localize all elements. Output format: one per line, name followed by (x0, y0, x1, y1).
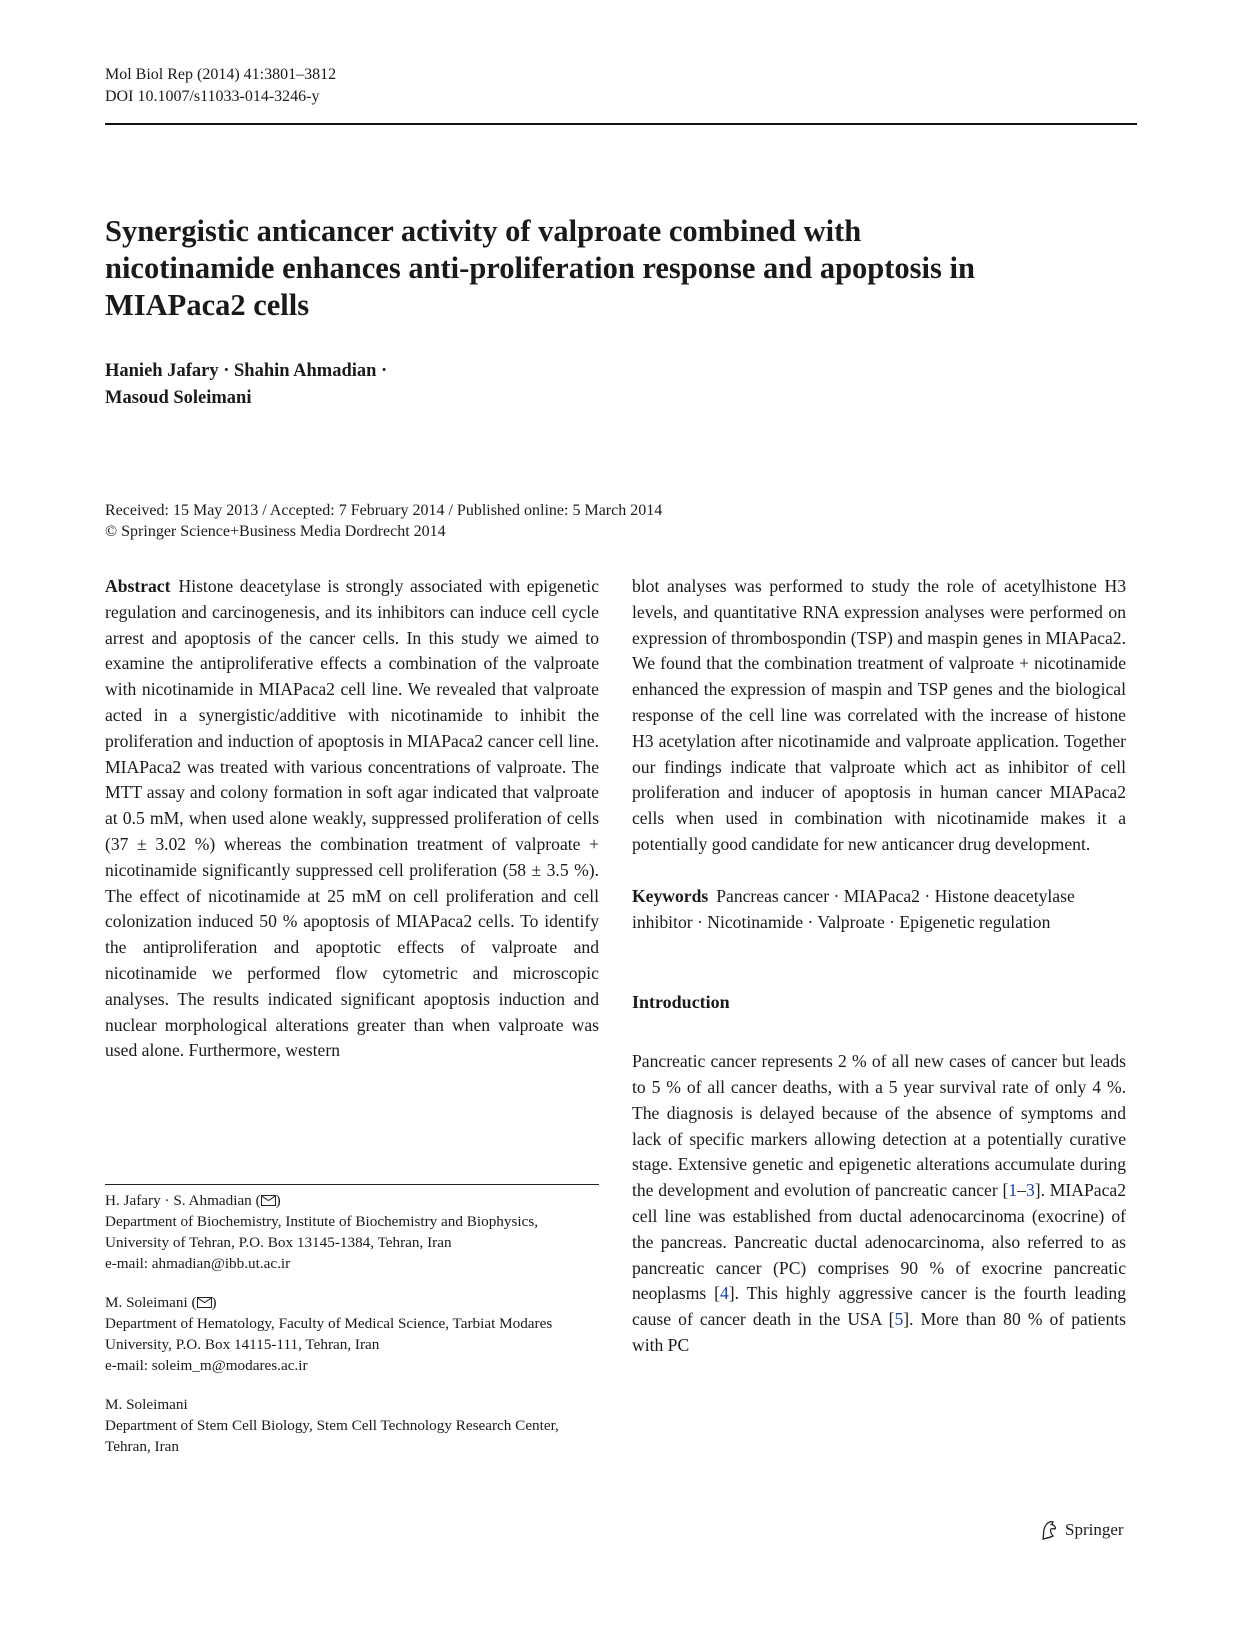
affiliation-authors: M. Soleimani (105, 1396, 188, 1413)
envelope-icon (261, 1195, 276, 1206)
journal-citation: Mol Biol Rep (2014) 41:3801–3812 (105, 66, 337, 83)
affiliation-email[interactable]: e-mail: ahmadian@ibb.ut.ac.ir (105, 1255, 291, 1272)
affiliation-authors: H. Jafary · S. Ahmadian ( (105, 1192, 261, 1209)
footnote-rule (105, 1184, 599, 1185)
intro-text-4: ]. More than 80 % of patients with PC (632, 1309, 1126, 1355)
intro-text-2: ]. MIAPaca2 cell line was established from ductal adenocarcinoma (exocrine) of the pancreas. Pancreatic ductal adenocarcinoma, also referred to as pancreatic cancer (PC) comprises 90 % of exocrine pancreatic neoplasms [ (632, 1180, 1127, 1304)
affiliation-2 (105, 1292, 599, 1376)
copyright: © Springer Science+Business Media Dordrecht 2014 (105, 523, 446, 540)
affiliation-3 (105, 1394, 599, 1457)
keywords (632, 884, 1126, 936)
springer-horse-icon (1039, 1519, 1059, 1541)
publisher-logo (1039, 1519, 1124, 1541)
doi: DOI 10.1007/s11033-014-3246-y (105, 88, 320, 105)
author-list (105, 358, 387, 412)
publisher-name: Springer (1065, 1520, 1124, 1539)
header-rule (105, 123, 1137, 125)
abstract-part-1 (105, 574, 599, 1064)
keywords-text: Pancreas cancer · MIAPaca2 · Histone deacetylase inhibitor · Nicotinamide · Valproate · Epigenetic regulation (632, 885, 1075, 932)
abstract-text-left: Histone deacetylase is strongly associated with epigenetic regulation and carcinogenesis, and its inhibitors can induce cell cycle arrest and apoptosis of the cancer cells. In this study we aimed to examine the antiproliferative effects a combination of the valproate with nicotinamide in MIAPaca2 cell line. We revealed that valproate acted in a synergistic/additive with nicotinamide to inhibit the proliferation and induction of apoptosis in MIAPaca2 cancer cell line. MIAPaca2 was treated with various concentrations of valproate. The MTT assay and colony formation in soft agar indicated that valproate at 0.5 mM, when used alone weakly, suppressed proliferation of cells (37 ± 3.02 %) whereas the combination treatment of valproate + nicotinamide significantly suppressed cell proliferation (58 ± 3.5 %). The effect of nicotinamide at 25 mM on cell proliferation and cell colonization induced 50 % apoptosis of MIAPaca2 cells. To identify the antiproliferation and apoptotic effects of valproate and nicotinamide we performed flow cytometric and microscopic analyses. The results indicated significant apoptosis induction and nuclear morphological alterations greater than when valproate was used alone. Furthermore, western (105, 576, 599, 1061)
citation-link-1[interactable]: 1 (1008, 1180, 1018, 1201)
section-heading-introduction: Introduction (632, 992, 730, 1013)
affiliation-names: H. Jafary · S. Ahmadian ( ) (105, 1192, 281, 1209)
affiliations (105, 1190, 599, 1475)
authors-line-1: Hanieh Jafary · Shahin Ahmadian · (105, 361, 388, 381)
citation-link-4[interactable]: 4 (720, 1283, 729, 1304)
affiliation-authors: M. Soleimani ( (105, 1294, 197, 1311)
abstract-label: Abstract (105, 576, 171, 596)
affiliation-address: Department of Hematology, Faculty of Medical Science, Tarbiat Modares University, P.O. Box 14115-111, Tehran, Iran (105, 1315, 553, 1353)
column-right (632, 574, 1126, 1359)
paper-title: Synergistic anticancer activity of valproate combined with nicotinamide enhances anti-proliferation response and apoptosis in MIAPaca2 cells (105, 214, 975, 322)
citation-link-3[interactable]: 3 (1025, 1180, 1035, 1201)
intro-text-1: Pancreatic cancer represents 2 % of all new cases of cancer but leads to 5 % of all cancer deaths, with a 5 year survival rate of only 4 %. The diagnosis is delayed because of the absence of symptoms and lack of specific markers allowing detection at a potentially curative stage. Extensive genetic and epigenetic alterations accumulate during the development and evolution of pancreatic cancer [ (632, 1051, 1126, 1201)
history-dates: Received: 15 May 2013 / Accepted: 7 February 2014 / Published online: 5 March 2014 (105, 502, 663, 519)
affiliation-email[interactable]: e-mail: soleim_m@modares.ac.ir (105, 1357, 308, 1374)
publication-dates (105, 500, 662, 542)
affiliation-1 (105, 1190, 599, 1274)
affiliation-address: Department of Stem Cell Biology, Stem Cell Technology Research Center, Tehran, Iran (105, 1417, 559, 1455)
column-left (105, 574, 599, 1064)
abstract-part-2: blot analyses was performed to study the role of acetylhistone H3 levels, and quantitative RNA expression analyses were performed on expression of thrombospondin (TSP) and maspin genes in MIAPaca2. We found that the combination treatment of valproate + nicotinamide enhanced the expression of maspin and TSP genes and the biological response of the cell line was correlated with the increase of histone H3 acetylation after nicotinamide and valproate application. Together our findings indicate that valproate which act as inhibitor of cell proliferation and inducer of apoptosis in human cancer MIAPaca2 cells when used in combination with nicotinamide makes it a potentially good candidate for new anticancer drug development. (632, 576, 1126, 854)
affiliation-address: Department of Biochemistry, Institute of Biochemistry and Biophysics, University of Tehran, P.O. Box 13145-1384, Tehran, Iran (105, 1213, 539, 1251)
intro-text-3: ]. This highly aggressive cancer is the fourth leading cause of cancer death in the USA [ (632, 1283, 1126, 1330)
keywords-label: Keywords (632, 885, 709, 906)
envelope-icon (197, 1297, 212, 1308)
affiliation-names: M. Soleimani ( ) (105, 1294, 217, 1311)
journal-header (105, 64, 336, 108)
citation-link-5[interactable]: 5 (894, 1309, 904, 1330)
introduction-paragraph (632, 1049, 1126, 1359)
citation-dash: – (1017, 1180, 1026, 1201)
authors-line-2: Masoud Soleimani (105, 388, 252, 408)
